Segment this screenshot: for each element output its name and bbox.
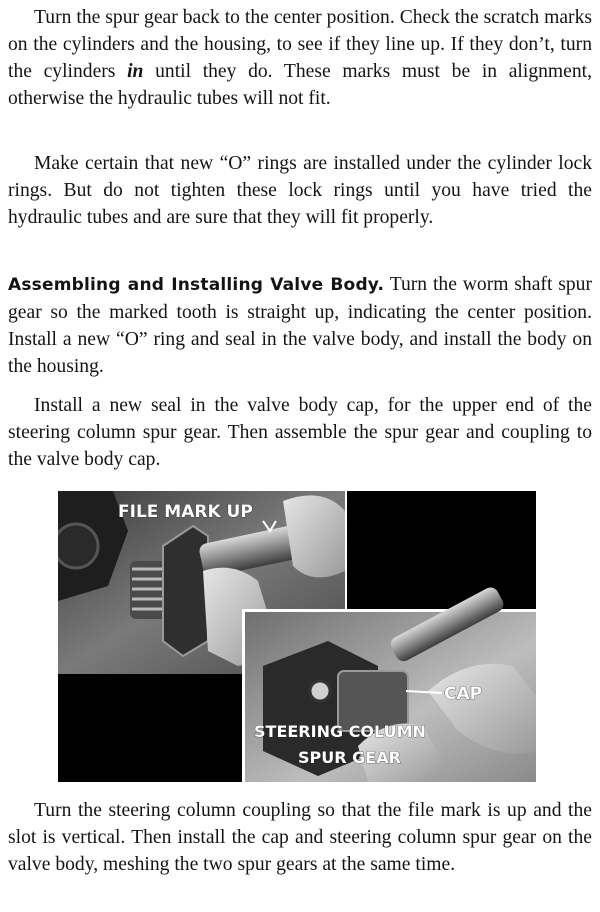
paragraph-3	[8, 271, 592, 380]
paragraph-3-text: Turn the worm shaft spur gear so the marked tooth is straight up, indicating the center position. Install a new “O” ring and seal in the valve body, and install the body on the housing.	[8, 274, 592, 377]
black-block-top-right	[347, 491, 536, 609]
paragraph-1-text-a: Turn the spur gear back to the center position. Check the scratch marks on the cylinders and the housing, to see if they line up. If they don’t, turn the cylinders	[8, 7, 592, 82]
figure-photographs	[58, 491, 536, 782]
black-block-bottom-left	[58, 674, 242, 782]
paragraph-4: Install a new seal in the valve body cap, for the upper end of the steering column spur gear. Then assemble the spur gear and coupling to the valve body cap.	[8, 395, 592, 470]
paragraph-1	[8, 4, 592, 112]
cap-label: CAP	[444, 684, 483, 704]
file-mark-up-label: FILE MARK UP	[118, 502, 253, 522]
spur-gear-label: SPUR GEAR	[298, 748, 401, 767]
paragraph-2: Make certain that new “O” rings are installed under the cylinder lock rings. But do not tighten these lock rings until you have tried the hydraulic tubes and are sure that they will fit properly.	[8, 153, 592, 228]
paragraph-5: Turn the steering column coupling so that the file mark is up and the slot is vertical. Then install the cap and steering column spur gear on the valve body, meshing the two spur gears at the same time.	[8, 800, 592, 875]
section-heading: Assembling and Installing Valve Body.	[8, 275, 385, 295]
bottom-photo	[242, 585, 536, 782]
paragraph-1-emphasis: in	[127, 61, 144, 82]
steering-column-label: STEERING COLUMN	[254, 722, 426, 741]
paragraph-1-text-b: until they do. These marks must be in alignment, otherwise the hydraulic tubes will not fit.	[8, 61, 592, 109]
